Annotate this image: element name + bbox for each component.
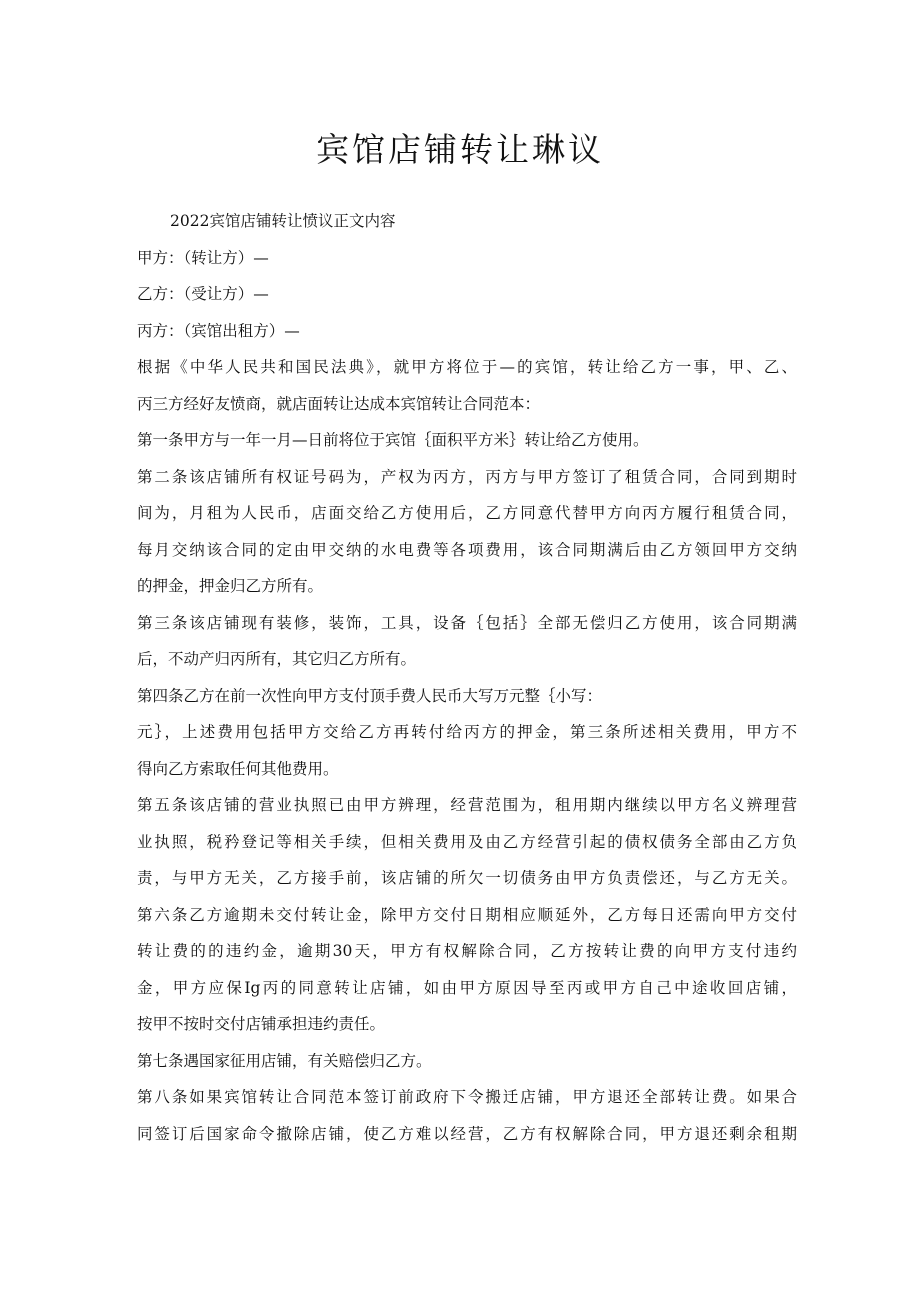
contract-line: 第二条该店铺所有权证号码为，产权为丙方，丙方与甲方签订了租赁合同，合同到期时 — [137, 467, 797, 486]
contract-lines — [137, 240, 797, 1153]
contract-line: 第六条乙方逾期未交付转让金，除甲方交付日期相应顺延外，乙方每日还需向甲方交付 — [137, 905, 797, 924]
document-body — [137, 203, 797, 1152]
contract-line: 转让费的的违约金，逾期30天，甲方有权解除合同，乙方按转让费的向甲方支付违约 — [137, 942, 797, 960]
contract-line: 后，不动产归丙所有，其它归乙方所有。 — [137, 650, 417, 668]
contract-line: 丙方：（宾馆出租方）— — [137, 321, 300, 340]
contract-line: 第八条如果宾馆转让合同范本签订前政府下令搬迁店铺，甲方退还全部转让费。如果合 — [137, 1088, 797, 1106]
contract-line: 第七条遇国家征用店铺，有关赔偿归乙方。 — [137, 1051, 432, 1070]
contract-line: 同签订后国家命令撤除店铺，使乙方难以经营，乙方有权解除合同，甲方退还剩余租期 — [137, 1124, 797, 1143]
contract-line: 甲方：（转让方）— — [137, 248, 269, 267]
contract-line: 的押金，押金归乙方所有。 — [137, 577, 324, 595]
document-title: 宾馆店铺转让琳议 — [316, 130, 604, 169]
contract-line: 得向乙方索取任何其他费用。 — [137, 759, 339, 778]
contract-line: 第一条甲方与一年一月—日前将位于宾馆｛面积平方米｝转让给乙方使用。 — [137, 431, 649, 449]
contract-line: 按甲不按时交付店铺承担违约责任。 — [137, 1015, 386, 1033]
contract-line: 责，与甲方无关，乙方接手前，该店铺的所欠一切债务由甲方负责偿还，与乙方无关。 — [137, 869, 797, 887]
contract-line: 丙三方经好友愤商，就店面转让达成本宾馆转让合同范本： — [137, 394, 541, 413]
contract-line: 每月交纳该合同的定由甲交纳的水电费等各项费用，该合同期满后由乙方领回甲方交纳 — [137, 540, 797, 559]
contract-line: 间为，月租为人民币，店面交给乙方使用后，乙方同意代替甲方向丙方履行租赁合同， — [137, 504, 797, 522]
contract-line: 第五条该店铺的营业执照已由甲方辨理，经营范围为，租用期内继续以甲方名义辨理营 — [137, 796, 797, 814]
contract-line: 金，甲方应保Ig丙的同意转让店铺，如由甲方原因导至丙或甲方自己中途收回店铺， — [137, 978, 797, 997]
contract-line: 根据《中华人民共和国民法典》，就甲方将位于—的宾馆，转让给乙方一事，甲、乙、 — [137, 358, 797, 376]
document-subtitle: 2022宾馆店铺转让愤议正文内容 — [170, 212, 396, 230]
contract-line: 乙方：（受让方）— — [137, 285, 269, 303]
contract-line: 第四条乙方在前一次性向甲方支付顶手费人民币大写万元整｛小写： — [137, 686, 603, 705]
contract-line: 第三条该店铺现有装修，装饰，工具，设备｛包括｝全部无偿归乙方使用，该合同期满 — [137, 613, 797, 632]
contract-line: 业执照，税矜登记等相关手续，但相关费用及由乙方经营引起的债权债务全部由乙方负 — [137, 832, 797, 851]
contract-line: 元｝，上述费用包括甲方交给乙方再转付给丙方的押金，第三条所述相关费用，甲方不 — [137, 723, 797, 741]
